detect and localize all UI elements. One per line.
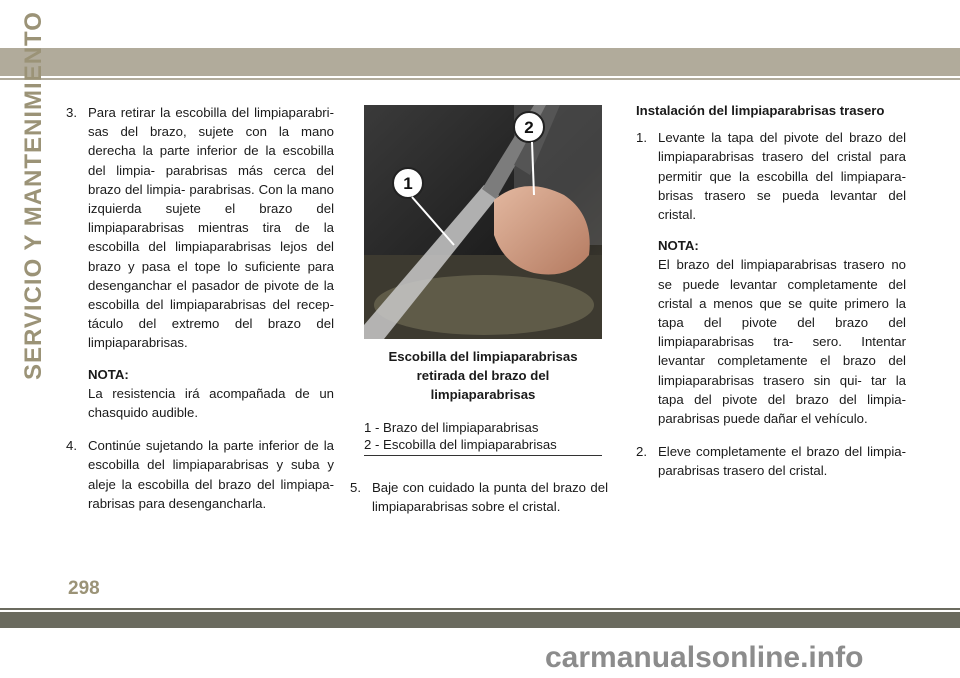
note: [88, 365, 334, 423]
footer-rule: [0, 608, 960, 610]
note-label: NOTA:: [658, 238, 699, 254]
note-label: NOTA:: [88, 366, 129, 382]
note-text: La resistencia irá acompañada de un chasquido audible.: [88, 385, 334, 421]
legend-item: 2 - Escobilla del limpiaparabrisas: [364, 436, 557, 452]
step-3: [66, 103, 334, 353]
step-number: 3.: [66, 105, 77, 120]
footer-bar: [0, 612, 960, 628]
callout-1: 1: [403, 174, 413, 193]
column-left: [66, 103, 334, 525]
step-text: Eleve completamente el brazo del limpia- parabrisas trasero del cristal.: [658, 444, 906, 479]
step-1: [636, 128, 906, 224]
page-number: 298: [68, 578, 100, 599]
step-4: [66, 436, 334, 513]
column-right: [636, 101, 906, 493]
step-number: 4.: [66, 438, 77, 454]
figure-caption: Escobilla del limpiaparabrisas retirada del brazo del limpiaparabrisas: [388, 349, 578, 403]
note-text: El brazo del limpiaparabrisas trasero no se puede levantar completamente del cristal a menos que se quite primero la tapa del pivote del brazo del limpiaparabrisas tra- sero. Intentar levantar completamente el brazo del limpiaparabrisas trasero sin qui- tar la tapa del pivote del brazo del limpia- parabrisas puede dañar el vehículo.: [658, 257, 906, 427]
step-number: 1.: [636, 130, 647, 146]
step-text: Para retirar la escobilla del limpiaparabri- sas del brazo, sujete con la mano derecha la parte inferior de la escobilla del limpia- parabrisas más cerca del brazo del limpia- parabrisas. Con la mano izquierda sujete el brazo del limpiaparabrisas mientras tira de la escobilla del limpiaparabrisas lejos del brazo y pasa el tope lo suficiente para desenganchar el pasador de pivote de la escobilla del limpiaparabrisas del recep- táculo del extremo del brazo del limpiaparabrisas.: [88, 105, 334, 351]
column-middle: [350, 105, 608, 528]
step-number: 5.: [350, 479, 361, 495]
note: [658, 236, 906, 428]
step-text: Baje con cuidado la punta del brazo del limpiaparabrisas sobre el cristal.: [372, 479, 608, 514]
callout-2: 2: [524, 118, 534, 137]
header-bar: [0, 48, 960, 76]
step-2: [636, 442, 906, 480]
step-5: [350, 478, 608, 516]
section-title: SERVICIO Y MANTENIMIENTO: [20, 11, 47, 380]
step-text: Levante la tapa del pivote del brazo del limpiaparabrisas trasero del cristal para permitir que la escobilla del limpiapara- brisas trasero se pueda levantar del cristal.: [658, 130, 906, 223]
section-heading: Instalación del limpiaparabrisas trasero: [636, 103, 885, 118]
step-text: Continúe sujetando la parte inferior de la escobilla del limpiaparabrisas y suba y aleje la escobilla del brazo del limpiapa- rabrisas para desengancharla.: [88, 438, 334, 511]
wiper-photo: [364, 105, 602, 339]
header-rule: [0, 78, 960, 80]
watermark: carmanualsonline.info: [545, 641, 864, 674]
figure-legend: [364, 419, 602, 456]
legend-item: 1 - Brazo del limpiaparabrisas: [364, 419, 539, 435]
step-number: 2.: [636, 444, 647, 460]
